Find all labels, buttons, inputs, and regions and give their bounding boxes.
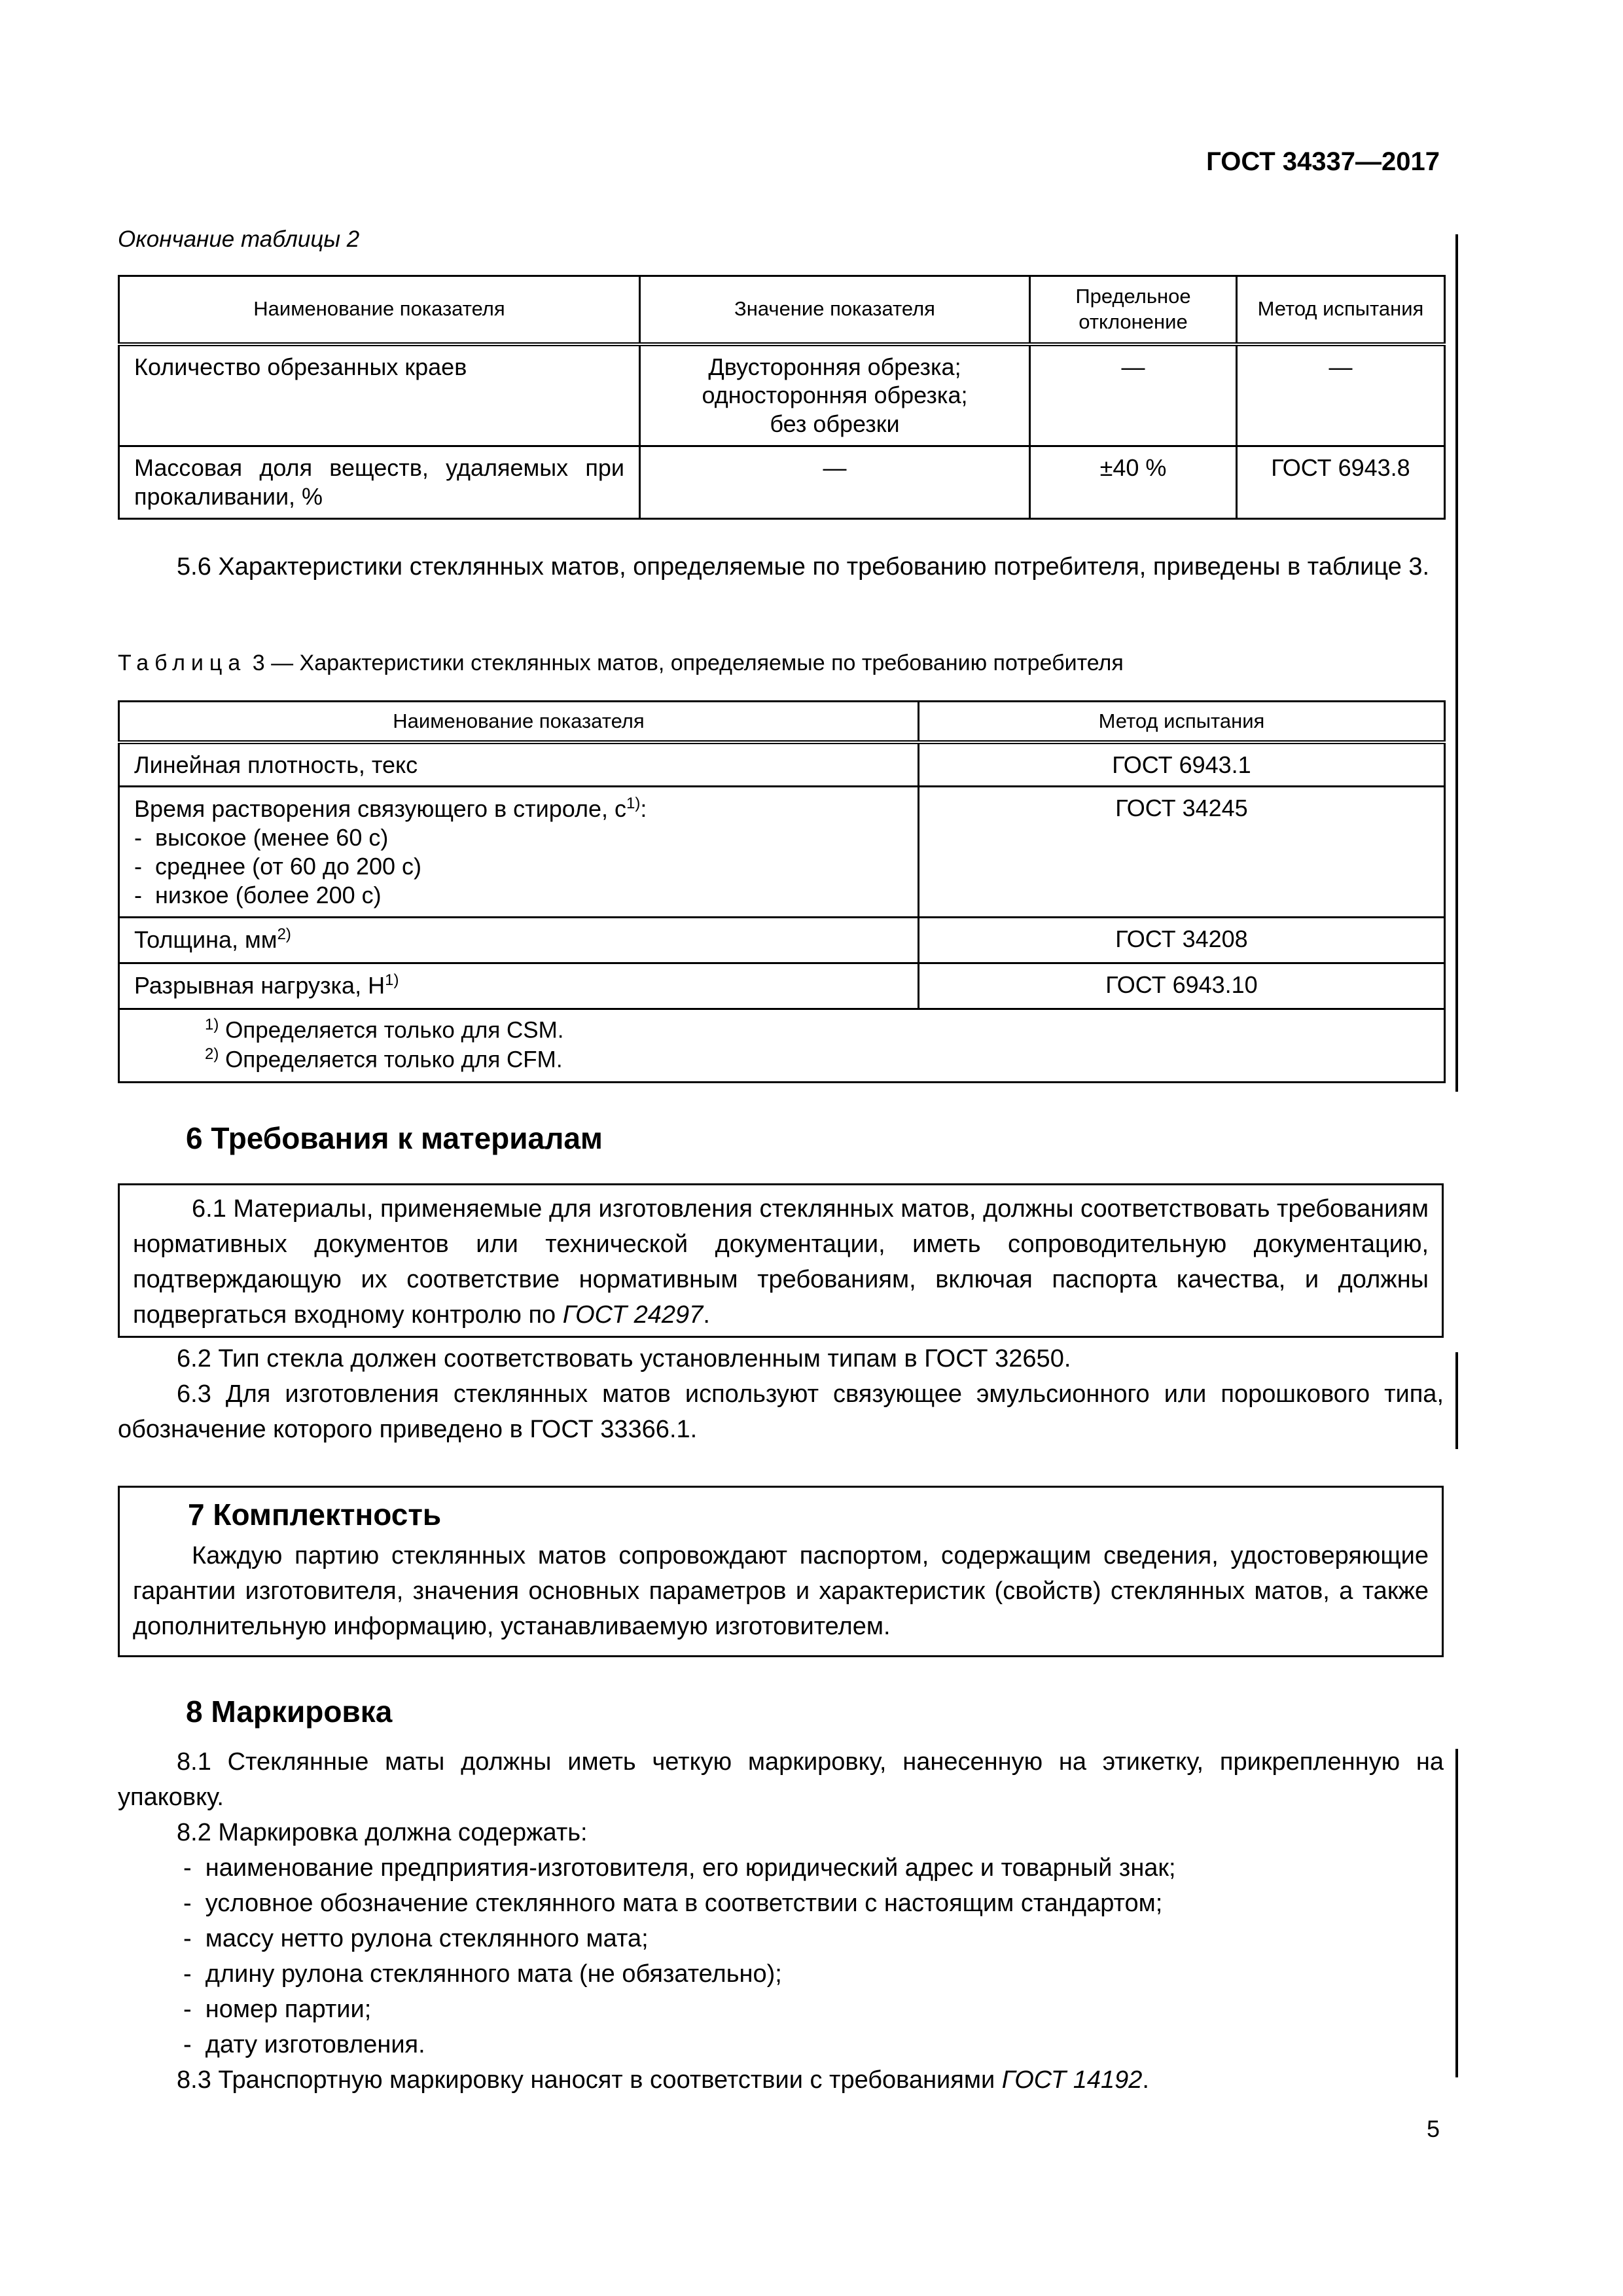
table-row	[119, 787, 1445, 918]
paragraph-6-2: 6.2 Тип стекла должен соответствовать установленным типам в ГОСТ 32650.	[177, 1345, 1071, 1372]
list-item: - среднее (от 60 до 200 с)	[134, 852, 903, 881]
section-8-body	[118, 1745, 1444, 2098]
table-cell: ГОСТ 6943.10	[919, 963, 1445, 1009]
paragraph-8-2: 8.2 Маркировка должна содержать:	[177, 1818, 588, 1846]
reference-gost-24297: ГОСТ 24297	[562, 1300, 704, 1329]
note-text: Определяется только для CSM.	[219, 1017, 564, 1043]
list-item: - условное обозначение стеклянного мата в соответствии с настоящим стандартом;	[183, 1886, 1444, 1922]
row-name: Разрывная нагрузка, Н	[134, 972, 385, 999]
table-cell: Линейная плотность, текс	[119, 742, 919, 787]
table-cell	[640, 344, 1030, 446]
marking-list	[183, 1851, 1444, 2063]
paragraph-8-3-end: .	[1142, 2066, 1149, 2094]
row-name: Время растворения связующего в стироле, с	[134, 795, 627, 823]
table-cell	[119, 787, 919, 918]
table-2	[118, 275, 1446, 520]
table-cell	[119, 918, 919, 963]
table-label: Таблица	[118, 651, 247, 675]
table-cell: ГОСТ 6943.1	[919, 742, 1445, 787]
footnote-ref: 1)	[385, 971, 399, 990]
list-item: - номер партии;	[183, 1992, 1444, 2028]
table2-caption: Окончание таблицы 2	[118, 226, 360, 252]
column-header: Значение показателя	[640, 276, 1030, 344]
table-header-row	[119, 276, 1445, 344]
paragraph-6-1	[133, 1192, 1429, 1333]
table-cell: ГОСТ 34245	[919, 787, 1445, 918]
value-line: односторонняя обрезка;	[702, 382, 968, 409]
column-header: Метод испытания	[1237, 276, 1445, 344]
footnote-ref: 1)	[626, 795, 641, 813]
paragraph-6-1-box	[118, 1183, 1444, 1338]
section-7-title: 7 Комплектность	[188, 1498, 442, 1532]
footnote-ref: 2)	[277, 925, 291, 944]
table-cell: Массовая доля веществ, удаляемых при прокаливании, %	[119, 446, 640, 519]
paragraph-6-3: 6.3 Для изготовления стеклянных матов используют связующее эмульсионного или порошкового типа, обозначение которого приведено в ГОСТ 33366.1.	[118, 1380, 1444, 1443]
table-cell	[119, 963, 919, 1009]
table-row	[119, 918, 1445, 963]
table-cell: Количество обрезанных краев	[119, 344, 640, 446]
paragraph-5-6: 5.6 Характеристики стеклянных матов, определяемые по требованию потребителя, приведены в таблице 3.	[177, 553, 1430, 581]
table-cell: —	[1030, 344, 1237, 446]
table-row	[119, 963, 1445, 1009]
list-item: - низкое (более 200 с)	[134, 881, 903, 910]
list-item: - длину рулона стеклянного мата (не обязательно);	[183, 1957, 1444, 1992]
table-row	[119, 742, 1445, 787]
value-line: без обрезки	[770, 410, 900, 438]
table-note	[205, 1045, 1429, 1074]
paragraph-6-1-end: .	[703, 1300, 710, 1329]
change-bar	[1455, 1352, 1458, 1449]
table-row	[119, 446, 1445, 519]
table-cell: ГОСТ 34208	[919, 918, 1445, 963]
note-mark: 1)	[205, 1016, 219, 1034]
list-item: - высокое (менее 60 с)	[134, 823, 903, 852]
column-header: Наименование показателя	[119, 702, 919, 742]
table-cell: —	[640, 446, 1030, 519]
list-item: - массу нетто рулона стеклянного мата;	[183, 1922, 1444, 1957]
change-bar	[1455, 234, 1458, 1092]
row-name: Толщина, мм	[134, 926, 277, 954]
list-item: - наименование предприятия-изготовителя, его юридический адрес и товарный знак;	[183, 1851, 1444, 1886]
table-notes	[119, 1009, 1445, 1083]
section-8-title: 8 Маркировка	[186, 1695, 393, 1729]
paragraph-8-1: 8.1 Стеклянные маты должны иметь четкую маркировку, нанесенную на этикетку, прикрепленную на упаковку.	[118, 1748, 1444, 1811]
section-7-text: Каждую партию стеклянных матов сопровождают паспортом, содержащим сведения, удостоверяющие гарантии изготовителя, значения основных параметров и характеристик (свойств) стеклянных матов, а также дополнительную информацию, устанавливаемую изготовителем.	[133, 1542, 1429, 1640]
table3-caption	[118, 651, 1124, 676]
column-header: Наименование показателя	[119, 276, 640, 344]
value-line: Двусторонняя обрезка;	[708, 353, 961, 380]
table-header-row	[119, 702, 1445, 742]
page-number: 5	[1426, 2115, 1440, 2142]
list-item: - дату изготовления.	[183, 2028, 1444, 2063]
note-mark: 2)	[205, 1045, 219, 1064]
table-note	[205, 1015, 1429, 1045]
table-3	[118, 700, 1446, 1083]
table-cell: ГОСТ 6943.8	[1237, 446, 1445, 519]
column-header: Метод испытания	[919, 702, 1445, 742]
paragraph-6-1-text: 6.1 Материалы, применяемые для изготовления стеклянных матов, должны соответствовать требованиям нормативных документов или технической документации, иметь сопроводительную документацию, подтверждающую их соответствие нормативным требованиям, включая паспорта качества, и должны подвергаться входному контролю по	[133, 1195, 1429, 1329]
note-text: Определяется только для CFM.	[219, 1047, 563, 1073]
table-cell: ±40 %	[1030, 446, 1237, 519]
table-row	[119, 344, 1445, 446]
table-notes-row	[119, 1009, 1445, 1083]
section-6-title: 6 Требования к материалам	[186, 1121, 603, 1155]
paragraph-8-3-text: 8.3 Транспортную маркировку наносят в соответствии с требованиями	[177, 2066, 1002, 2094]
row-colon: :	[640, 795, 647, 823]
table-cell: —	[1237, 344, 1445, 446]
dissolution-list	[134, 823, 903, 910]
table-title: 3 — Характеристики стеклянных матов, определяемые по требованию потребителя	[246, 651, 1124, 675]
column-header: Предельное отклонение	[1030, 276, 1237, 344]
change-bar	[1455, 1749, 1458, 2077]
section-7-box	[118, 1486, 1444, 1657]
reference-gost-14192: ГОСТ 14192	[1001, 2066, 1143, 2094]
paragraph-8-3	[118, 2063, 1444, 2098]
standard-designation: ГОСТ 34337—2017	[1206, 147, 1440, 176]
